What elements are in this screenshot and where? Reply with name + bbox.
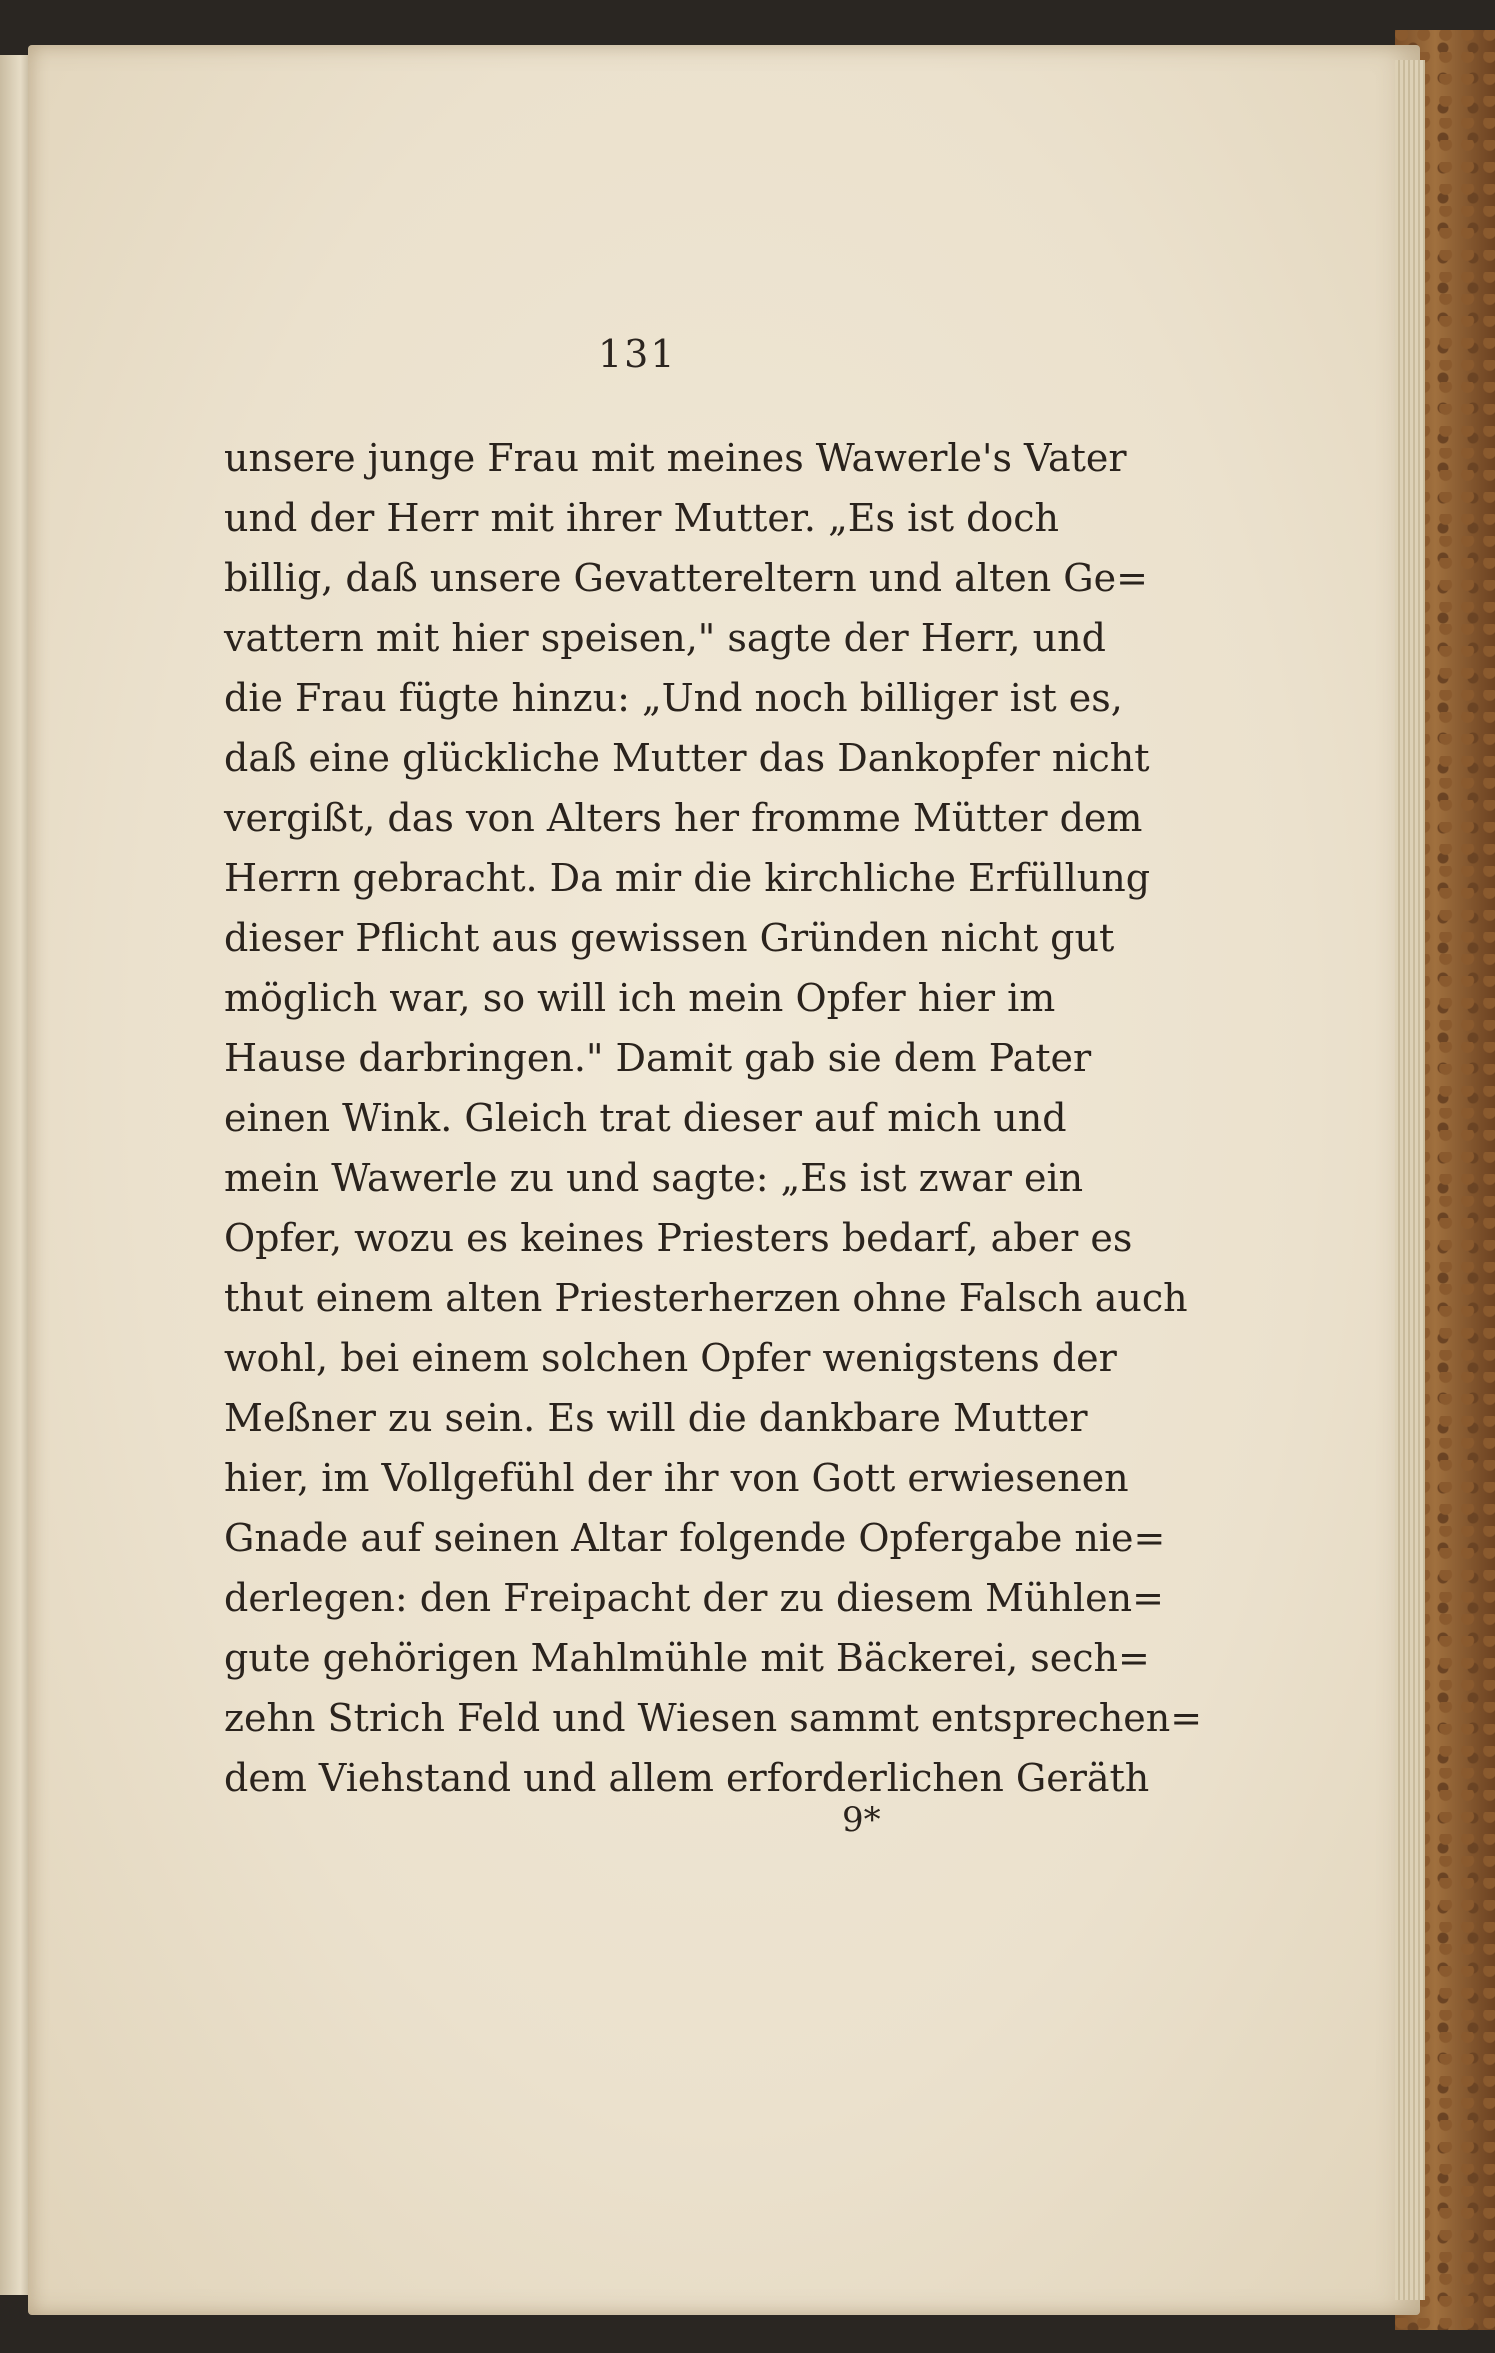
- page-number: 131: [598, 332, 677, 376]
- text-line: Opfer, wozu es keines Priesters bedarf, aber es: [224, 1216, 1133, 1260]
- text-line: gute gehörigen Mahlmühle mit Bäckerei, sech=: [224, 1636, 1150, 1680]
- text-line: derlegen: den Freipacht der zu diesem Mühlen=: [224, 1576, 1164, 1620]
- text-line: und der Herr mit ihrer Mutter. „Es ist doch: [224, 496, 1060, 540]
- body-text: [224, 428, 1203, 1808]
- text-line: vergißt, das von Alters her fromme Mütter dem: [224, 796, 1143, 840]
- text-line: möglich war, so will ich mein Opfer hier im: [224, 976, 1056, 1020]
- text-line: dieser Pflicht aus gewissen Gründen nicht gut: [224, 916, 1115, 960]
- text-line: die Frau fügte hinzu: „Und noch billiger ist es,: [224, 676, 1123, 720]
- text-line: Meßner zu sein. Es will die dankbare Mutter: [224, 1396, 1088, 1440]
- printer-signature-mark: 9*: [842, 1800, 881, 1840]
- text-line: billig, daß unsere Gevattereltern und alten Ge=: [224, 556, 1148, 600]
- text-line: Herrn gebracht. Da mir die kirchliche Erfüllung: [224, 856, 1151, 900]
- text-line: dem Viehstand und allem erforderlichen Geräth: [224, 1756, 1150, 1800]
- text-line: unsere junge Frau mit meines Wawerle's Vater: [224, 436, 1127, 480]
- text-line: daß eine glückliche Mutter das Dankopfer nicht: [224, 736, 1150, 780]
- text-line: vattern mit hier speisen," sagte der Herr, und: [224, 616, 1106, 660]
- text-line: einen Wink. Gleich trat dieser auf mich und: [224, 1096, 1067, 1140]
- text-line: Gnade auf seinen Altar folgende Opfergabe nie=: [224, 1516, 1166, 1560]
- text-line: mein Wawerle zu und sagte: „Es ist zwar ein: [224, 1156, 1084, 1200]
- text-line: zehn Strich Feld und Wiesen sammt entsprechen=: [224, 1696, 1203, 1740]
- text-line: Hause darbringen." Damit gab sie dem Pater: [224, 1036, 1092, 1080]
- text-line: wohl, bei einem solchen Opfer wenigstens der: [224, 1336, 1117, 1380]
- text-line: hier, im Vollgefühl der ihr von Gott erwiesenen: [224, 1456, 1129, 1500]
- page-stack-edge: [1395, 60, 1425, 2300]
- text-line: thut einem alten Priesterherzen ohne Falsch auch: [224, 1276, 1188, 1320]
